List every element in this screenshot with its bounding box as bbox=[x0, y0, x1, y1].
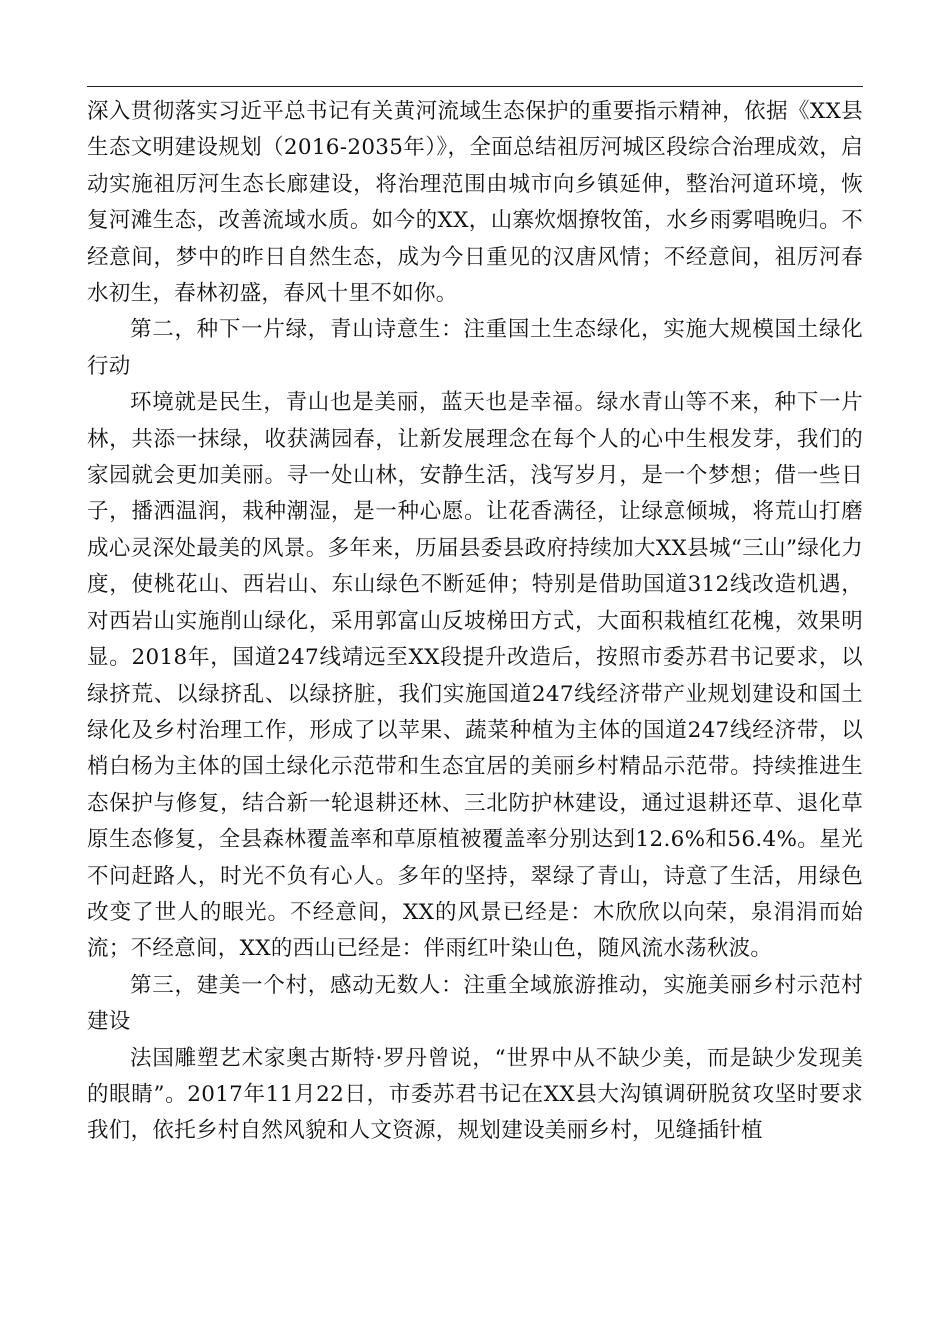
body-paragraph-1: 深入贯彻落实习近平总书记有关黄河流域生态保护的重要指示精神，依据《XX县生态文明建设规划（2016-2035年）》，全面总结祖厉河城区段综合治理成效，启动实施祖厉河生态长廊建设，将治理范围由城市向乡镇延伸，整治河道环境，恢复河滩生态，改善流域水质。如今的XX，山寨炊烟撩牧笛，水乡雨雾唱晚归。不经意间，梦中的昨日自然生态，成为今日重见的汉唐风情；不经意间，祖厉河春水初生，春林初盛，春风十里不如你。 bbox=[87, 99, 863, 307]
body-paragraph-3: 法国雕塑艺术家奥古斯特·罗丹曾说，“世界中从不缺少美，而是缺少发现美的眼睛”。2017年11月22日，市委苏君书记在XX县大沟镇调研脱贫攻坚时要求我们，依托乡村自然风貌和人文资源，规划建设美丽乡村，见缝插针植 bbox=[87, 1045, 863, 1144]
body-paragraph-2: 环境就是民生，青山也是美丽，蓝天也是幸福。绿水青山等不来，种下一片林，共添一抹绿，收获满园春，让新发展理念在每个人的心中生根发芽，我们的家园就会更加美丽。寻一处山林，安静生活，浅写岁月，是一个梦想；借一些日子，播洒温润，栽种潮湿，是一种心愿。让花香满径，让绿意倾城，将荒山打磨成心灵深处最美的风景。多年来，历届县委县政府持续加大XX县城“三山”绿化力度，使桃花山、西岩山、东山绿色不断延伸；特别是借助国道312线改造机遇，对西岩山实施削山绿化，采用郭富山反坡梯田方式，大面积栽植红花槐，效果明显。2018年，国道247线靖远至XX段提升改造后，按照市委苏君书记要求，以绿挤荒、以绿挤乱、以绿挤脏，我们实施国道247线经济带产业规划建设和国土绿化及乡村治理工作，形成了以苹果、蔬菜种植为主体的国道247线经济带，以梢白杨为主体的国土绿化示范带和生态宜居的美丽乡村精品示范带。持续推进生态保护与修复，结合新一轮退耕还林、三北防护林建设，通过退耕还草、退化草原生态修复，全县森林覆盖率和草原植被覆盖率分别达到12.6%和56.4%。星光不问赶路人，时光不负有心人。多年的坚持，翠绿了青山，诗意了生活，用绿色改变了世人的眼光。不经意间，XX的风景已经是：木欣欣以向荣，泉涓涓而始流；不经意间，XX的西山已经是：伴雨红叶染山色，随风流水荡秋波。 bbox=[87, 390, 863, 962]
document-body bbox=[87, 94, 863, 1150]
section-heading-3: 第三，建美一个村，感动无数人：注重全域旅游推动，实施美丽乡村示范村建设 bbox=[87, 972, 863, 1035]
section-heading-2: 第二，种下一片绿，青山诗意生：注重国土生态绿化，实施大规模国土绿化行动 bbox=[87, 317, 863, 379]
header-rule bbox=[87, 86, 863, 87]
